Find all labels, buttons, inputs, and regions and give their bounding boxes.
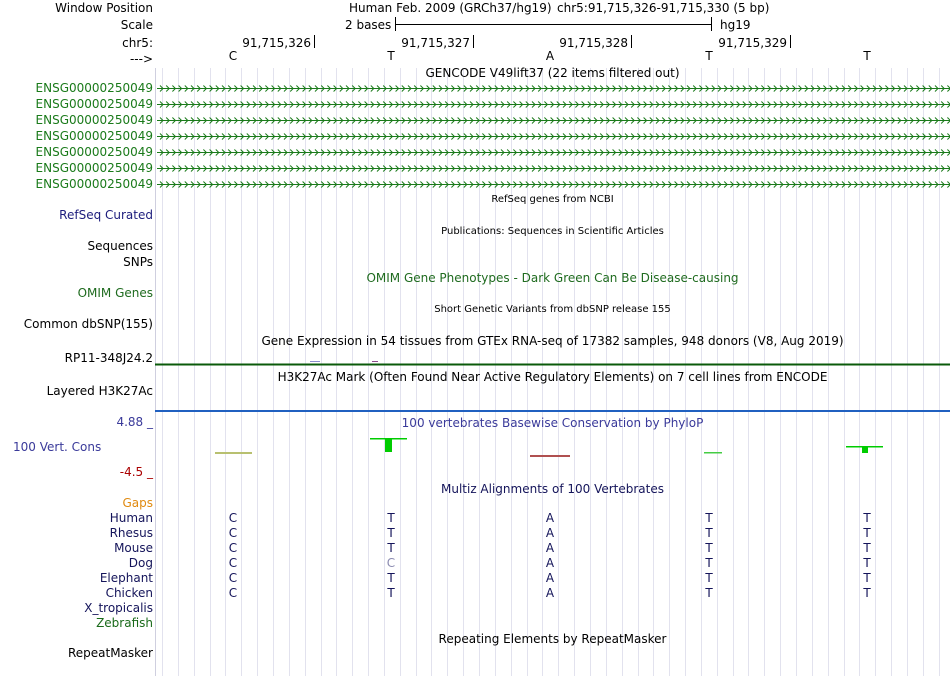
conservation-label[interactable]: 100 Vert. Cons: [13, 440, 102, 454]
h3k27ac-track-title: H3K27Ac Mark (Often Found Near Active Regulatory Elements) on 7 cell lines from ENCODE: [277, 370, 828, 384]
alignment-base: C: [386, 556, 396, 570]
gtex-label[interactable]: RP11-348J24.2: [64, 351, 153, 365]
scale-bar-text: 2 bases: [345, 18, 392, 32]
dbsnp-label[interactable]: Common dbSNP(155): [23, 317, 153, 331]
repeatmasker-track-title: Repeating Elements by RepeatMasker: [438, 632, 667, 646]
alignment-base: A: [545, 556, 555, 570]
gencode-gene-label[interactable]: ENSG00000250049: [35, 177, 153, 191]
alignment-base: T: [387, 586, 395, 600]
conservation-max-label: 4.88 _: [116, 415, 153, 429]
conservation-track-title: 100 vertebrates Basewise Conservation by PhyloP: [401, 416, 704, 430]
coordinate-tick-label: 91,715,329: [718, 36, 787, 50]
alignment-base: T: [863, 526, 871, 540]
repeatmasker-label[interactable]: RepeatMasker: [67, 646, 153, 660]
alignment-base: A: [545, 526, 555, 540]
reference-base: A: [545, 49, 555, 63]
snps-label[interactable]: SNPs: [123, 255, 153, 269]
alignment-base: T: [863, 571, 871, 585]
coordinate-tick-label: 91,715,327: [401, 36, 470, 50]
gencode-gene-label[interactable]: ENSG00000250049: [35, 129, 153, 143]
gencode-gene-label[interactable]: ENSG00000250049: [35, 97, 153, 111]
gencode-gene-label[interactable]: ENSG00000250049: [35, 145, 153, 159]
refseq-label[interactable]: RefSeq Curated: [59, 208, 153, 222]
alignment-base: T: [387, 526, 395, 540]
assembly-text: Human Feb. 2009 (GRCh37/hg19): [349, 1, 552, 15]
alignment-base: T: [863, 541, 871, 555]
alignment-base: T: [387, 511, 395, 525]
reference-base: T: [705, 49, 713, 63]
alignment-base: C: [228, 556, 238, 570]
alignment-base: T: [705, 586, 713, 600]
reference-base: C: [228, 49, 238, 63]
alignment-base: C: [228, 526, 238, 540]
alignment-base: T: [387, 541, 395, 555]
omim-track-title: OMIM Gene Phenotypes - Dark Green Can Be Disease-causing: [366, 271, 739, 285]
reference-base: T: [387, 49, 395, 63]
species-label[interactable]: Rhesus: [109, 526, 153, 540]
alignment-base: T: [705, 571, 713, 585]
alignment-base: A: [545, 541, 555, 555]
alignment-base: C: [228, 511, 238, 525]
publications-track-title: Publications: Sequences in Scientific Articles: [441, 226, 664, 237]
refseq-track-title: RefSeq genes from NCBI: [491, 194, 614, 205]
alignment-base: C: [228, 586, 238, 600]
alignment-base: C: [228, 571, 238, 585]
strand-label: --->: [129, 52, 153, 66]
coordinate-tick-label: 91,715,328: [559, 36, 628, 50]
alignment-base: T: [705, 556, 713, 570]
reference-base: T: [863, 49, 871, 63]
species-label[interactable]: Human: [109, 511, 153, 525]
alignment-base: T: [705, 511, 713, 525]
gencode-gene-label[interactable]: ENSG00000250049: [35, 81, 153, 95]
alignment-base: T: [705, 541, 713, 555]
alignment-base: A: [545, 586, 555, 600]
window-position-label: Window Position: [55, 1, 153, 15]
species-label[interactable]: Dog: [128, 556, 153, 570]
alignment-base: T: [863, 556, 871, 570]
alignment-base: A: [545, 511, 555, 525]
alignment-base: A: [545, 571, 555, 585]
multiz-track-title: Multiz Alignments of 100 Vertebrates: [440, 482, 665, 496]
alignment-base: T: [863, 586, 871, 600]
omim-label[interactable]: OMIM Genes: [77, 286, 153, 300]
sequences-label[interactable]: Sequences: [87, 239, 153, 253]
species-label[interactable]: Zebrafish: [96, 616, 153, 630]
scale-label: Scale: [120, 18, 153, 32]
alignment-base: C: [228, 541, 238, 555]
gencode-gene-label[interactable]: ENSG00000250049: [35, 161, 153, 175]
alignment-base: T: [387, 571, 395, 585]
species-label[interactable]: Chicken: [105, 586, 153, 600]
conservation-min-label: -4.5 _: [119, 465, 153, 479]
gaps-label[interactable]: Gaps: [122, 496, 153, 510]
h3k27ac-label[interactable]: Layered H3K27Ac: [46, 384, 153, 398]
species-label[interactable]: X_tropicalis: [84, 601, 153, 615]
coordinate-tick-label: 91,715,326: [242, 36, 311, 50]
position-range-text: chr5:91,715,326-91,715,330 (5 bp): [557, 1, 770, 15]
gencode-track-title-text: GENCODE V49lift37 (22 items filtered out): [425, 66, 680, 80]
species-label[interactable]: Mouse: [114, 541, 153, 555]
dbsnp-track-title: Short Genetic Variants from dbSNP release 155: [434, 304, 671, 315]
alignment-base: T: [705, 526, 713, 540]
chrom-label: chr5:: [122, 36, 153, 50]
alignment-base: T: [863, 511, 871, 525]
gtex-track-title: Gene Expression in 54 tissues from GTEx RNA-seq of 17382 samples, 948 donors (V8, Aug 2019): [261, 334, 844, 348]
scale-db-text: hg19: [720, 18, 751, 32]
species-label[interactable]: Elephant: [99, 571, 153, 585]
gencode-gene-label[interactable]: ENSG00000250049: [35, 113, 153, 127]
